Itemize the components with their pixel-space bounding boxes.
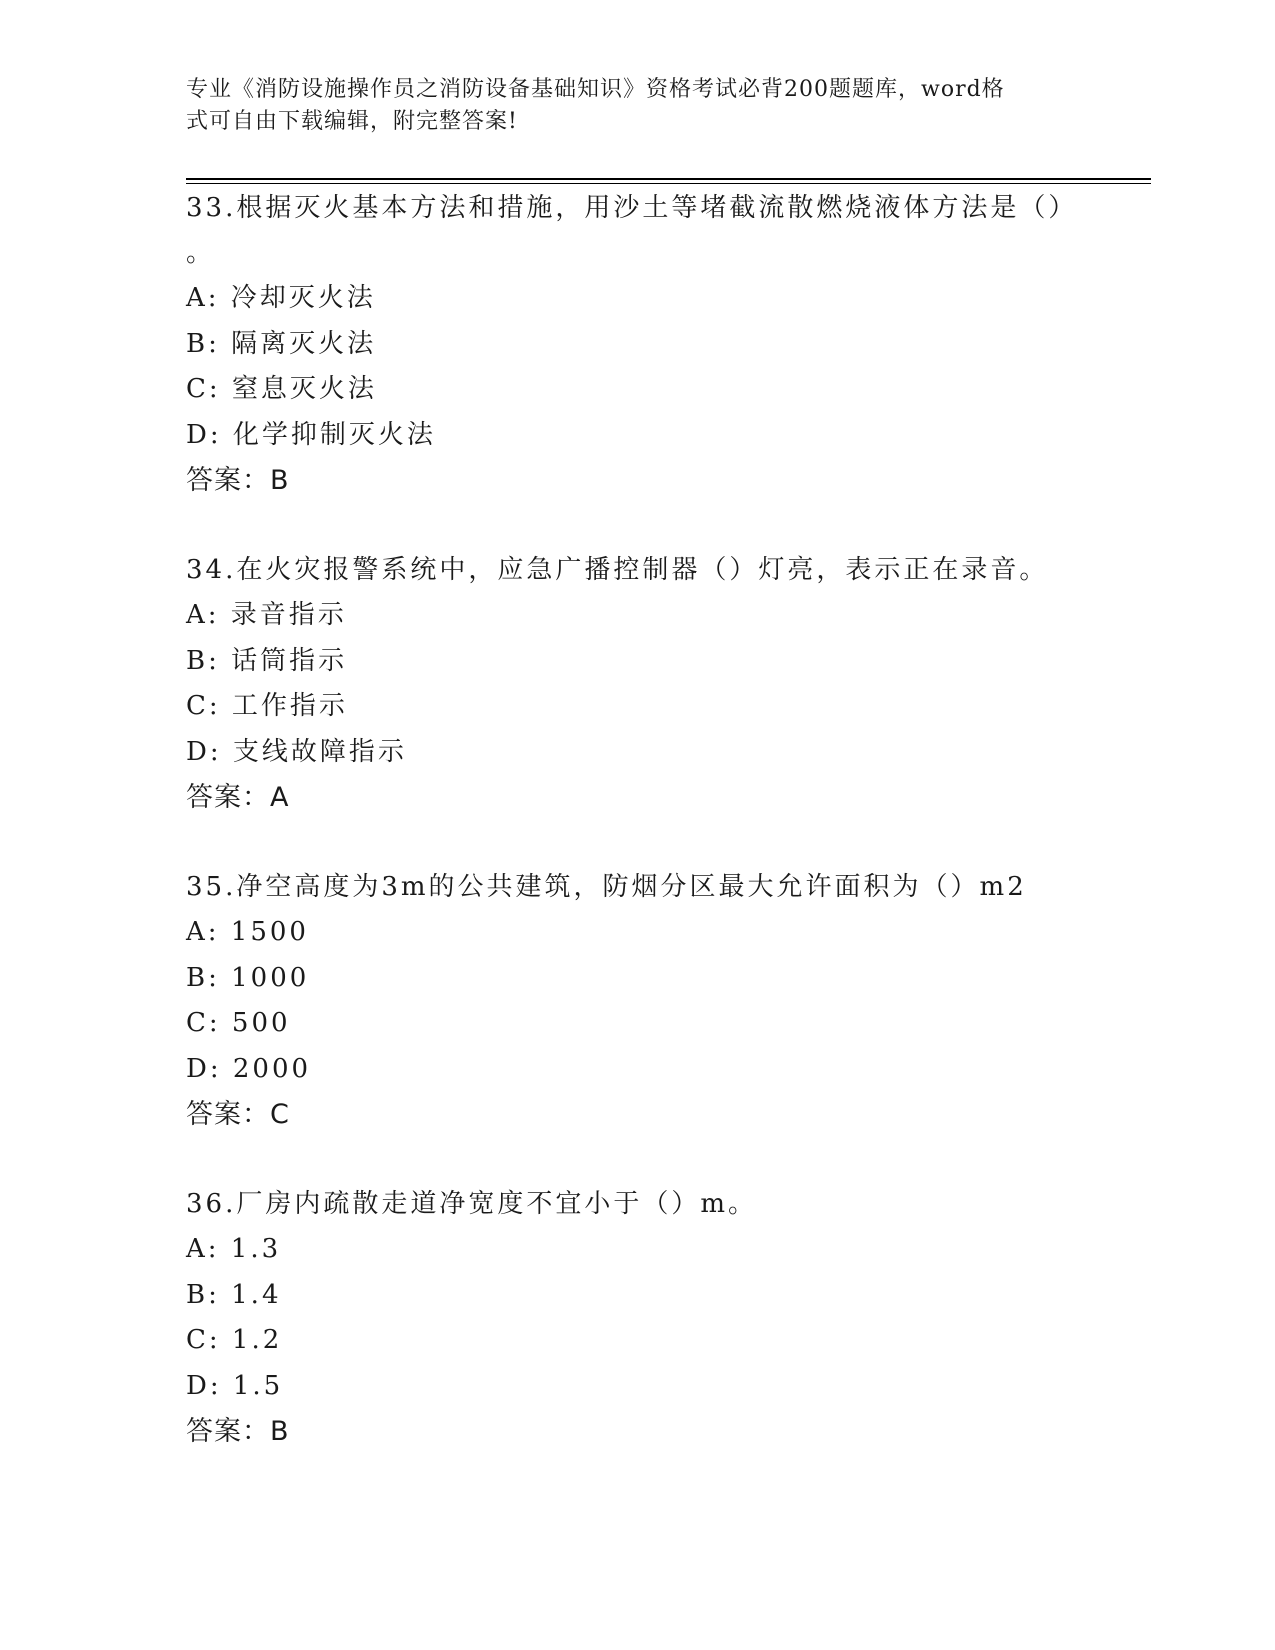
option-b: B: 1000 [186, 962, 310, 993]
answer: 答案：B [186, 1416, 290, 1447]
header-line-1: 专业《消防设施操作员之消防设备基础知识》资格考试必背200题题库，word格 [186, 77, 1005, 102]
option-a: A: 1500 [186, 917, 309, 947]
option-b: B: 话筒指示 [186, 645, 348, 676]
option-d: D: 化学抑制灭火法 [186, 419, 436, 450]
answer: 答案：A [186, 782, 290, 813]
document-header [186, 74, 1066, 138]
question-36 [186, 1182, 1146, 1455]
question-stem-continuation: 。 [186, 238, 216, 268]
option-d: D: 2000 [186, 1053, 312, 1084]
question-34 [186, 548, 1146, 821]
option-a: A: 冷却灭火法 [186, 283, 376, 313]
option-b: B: 1.4 [186, 1279, 282, 1310]
question-stem: 33.根据灭火基本方法和措施，用沙土等堵截流散燃烧液体方法是（） [186, 193, 1078, 223]
option-d: D: 支线故障指示 [186, 736, 407, 767]
option-b: B: 隔离灭火法 [186, 328, 377, 359]
answer: 答案：C [186, 1099, 290, 1130]
answer: 答案：B [186, 465, 290, 496]
option-c: C: 窒息灭火法 [186, 374, 377, 404]
question-33 [186, 186, 1146, 504]
option-a: A: 1.3 [186, 1234, 282, 1264]
question-35 [186, 865, 1146, 1138]
header-line-2: 式可自由下载编辑，附完整答案! [186, 109, 518, 134]
option-c: C: 工作指示 [186, 691, 348, 721]
option-c: C: 500 [186, 1008, 291, 1038]
question-list [186, 186, 1146, 1499]
question-stem: 36.厂房内疏散走道净宽度不宜小于（）m。 [186, 1189, 758, 1219]
option-a: A: 录音指示 [186, 600, 347, 630]
question-stem: 35.净空高度为3m的公共建筑，防烟分区最大允许面积为（）m2 [186, 872, 1027, 902]
question-stem: 34.在火灾报警系统中，应急广播控制器（）灯亮，表示正在录音。 [186, 555, 1049, 585]
option-d: D: 1.5 [186, 1370, 284, 1401]
option-c: C: 1.2 [186, 1325, 283, 1355]
header-divider-thick [186, 178, 1151, 180]
header-divider-thin [186, 183, 1151, 184]
